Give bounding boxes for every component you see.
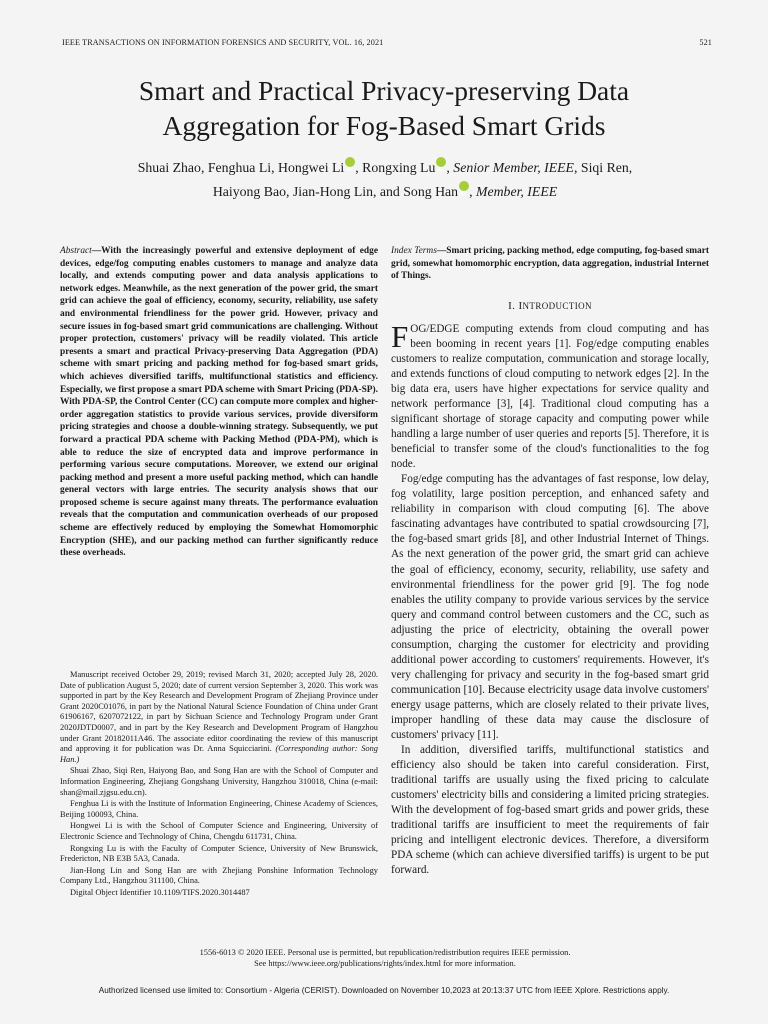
abstract bbox=[60, 245, 378, 560]
authors-text: Shuai Zhao, Fenghua Li, Hongwei Li bbox=[137, 160, 345, 175]
footnote-affiliation: Hongwei Li is with the School of Computer Science and Engineering, University of Electronic Science and Technology of China, Chengdu 611731, China. bbox=[60, 821, 378, 841]
copyright-line: See https://www.ieee.org/publications/rights/index.html for more information. bbox=[254, 959, 516, 968]
journal-name: IEEE TRANSACTIONS ON INFORMATION FORENSICS AND SECURITY, VOL. 16, 2021 bbox=[62, 38, 384, 47]
title-line-1: Smart and Practical Privacy-preserving Data bbox=[138, 75, 630, 106]
section-title: NTRODUCTION bbox=[522, 300, 592, 311]
footnote-affiliation: Shuai Zhao, Siqi Ren, Haiyong Bao, and Song Han are with the School of Computer and Information Engineering, Zhejiang Gongshang University, Hangzhou 310018, China (e-mail: shan@mail.zjgsu.edu.cn). bbox=[60, 766, 378, 797]
left-column bbox=[60, 245, 378, 560]
footnote-affiliation: Rongxing Lu is with the Faculty of Computer Science, University of New Brunswick, Fredericton, NB E3B 5A3, Canada. bbox=[60, 843, 378, 864]
intro-paragraph-2: Fog/edge computing has the advantages of fast response, low delay, fog volatility, large position perception, and enhanced safety and reliability in comparison with cloud computing [6]. The above fascinating advantages have contributed to spatial crowdsourcing [7], the fog-based smart grids [8], and other Industrial Internet of Things. As the next generation of the power grid, the smart grid can achieve the goal of efficiency, economy, security, reliability, use safety and environmental friendliness for the power grid [9]. The fog node enables the utility company to provide various services by the service query and command control between customers and the CC, such as adjusting the price of electricity, obtaining the overall power consumption, charging the customer for electricity and providing additional power according to customers' requirements. However, it's very challenging for privacy and security in the fog-based smart grid communication [10]. Because electricity usage data involve customers' energy usage patterns, which are closely related to their private lives, improper handling of these data may cause the disclosure of customers' privacy [11]. bbox=[391, 473, 709, 742]
section-heading-introduction bbox=[391, 300, 709, 312]
author-role: Member, IEEE bbox=[475, 184, 558, 199]
authors-text: , Rongxing Lu bbox=[355, 160, 436, 175]
paper-title bbox=[40, 73, 728, 143]
authors-text: Haiyong Bao, Jian-Hong Lin, and Song Han bbox=[212, 184, 459, 199]
orcid-icon[interactable] bbox=[345, 157, 355, 167]
index-terms-label: Index Terms bbox=[391, 246, 437, 256]
footnote-affiliation: Fenghua Li is with the Institute of Information Engineering, Chinese Academy of Sciences, Beijing 100093, China. bbox=[60, 799, 378, 819]
introduction-body bbox=[391, 318, 709, 879]
author-list bbox=[60, 156, 710, 204]
footnote-affiliation: Jian-Hong Lin and Song Han are with Zhejiang Ponshine Information Technology Company Ltd., Hangzhou 311100, China. bbox=[60, 865, 378, 886]
paragraph-text: OG/EDGE computing extends from cloud computing and has been booming in recent years [1]. Fog/edge computing enables customers to realize computation, communication and storage locally, and extends functions of cloud computing to network edges [2]. In the big data era, users have higher expectations for service quality and network performance [3], [4]. Traditional cloud computing has a significant shortage of storage capacity and computing power while handling a large number of user queries and reports [5]. Therefore, it is beneficial to transfer some of the cloud's functionalities to the fog node. bbox=[391, 322, 709, 471]
running-header bbox=[62, 38, 712, 47]
copyright-notice bbox=[60, 947, 710, 969]
abstract-label: Abstract bbox=[60, 246, 92, 256]
drop-cap: F bbox=[391, 318, 409, 354]
author-line-1 bbox=[60, 156, 710, 180]
footnote-text: Manuscript received October 29, 2019; revised March 31, 2020; accepted July 28, 2020. Date of publication August 5, 2020; date of current version September 3, 2020. This work was supported in part by the Key Research and Development Program of Zhejiang Province under Grant 2020C01076, in part by the National Natural Science Foundation of China under Grant 61906167, 6207072122, in part by Sichuan Science and Technology Program under Grant 2020JDTD0007, and in part by the Key Research and Development Program of Hangzhou under Grant 20182011A46. The associate editor coordinating the review of this manuscript and approving it for publication was Dr. Anna Squicciarini. bbox=[60, 670, 378, 754]
title-line-2: Aggregation for Fog-Based Smart Grids bbox=[162, 110, 606, 141]
right-column bbox=[391, 245, 709, 879]
author-role: Senior Member, IEEE bbox=[453, 160, 574, 175]
abstract-dash: — bbox=[91, 246, 102, 256]
index-terms bbox=[391, 245, 709, 283]
intro-paragraph-3: In addition, diversified tariffs, multifunctional statistics and efficiency also should be taken into careful consideration. First, traditional tariffs are usually using the fixed pricing to calculate customers' electricity bills and considering a limited pricing strategies. With the development of fog-based smart grids and power grids, these traditional tariffs are insufficient to meet the requirements of fair pricing and intelligent electronic devices. Therefore, a diversiform PDA scheme (which can achieve diversified tariffs) is urgent to be put forward. bbox=[391, 744, 709, 877]
index-terms-dash: — bbox=[436, 246, 447, 256]
page-number: 521 bbox=[699, 38, 712, 47]
doi: Digital Object Identifier 10.1109/TIFS.2020.3014487 bbox=[70, 887, 250, 897]
orcid-icon[interactable] bbox=[459, 181, 469, 191]
copyright-line: 1556-6013 © 2020 IEEE. Personal use is permitted, but republication/redistribution requires IEEE permission. bbox=[199, 948, 571, 957]
authors-text: , bbox=[446, 160, 454, 175]
author-line-2 bbox=[60, 180, 710, 204]
corresponding-author: (Corresponding author: Song Han.) bbox=[60, 744, 378, 764]
orcid-icon[interactable] bbox=[436, 157, 446, 167]
index-terms-text: Smart pricing, packing method, edge computing, fog-based smart grid, somewhat homomorphic encryption, data aggregation, industrial Internet of Things. bbox=[391, 246, 709, 282]
footnotes bbox=[60, 670, 378, 899]
section-numeral: I. I bbox=[508, 299, 523, 312]
abstract-text: With the increasingly powerful and extensive deployment of edge devices, edge/fog computing enables customers to manage and analyze data locally, and extends computing power and data analysis applications to network edges. Meanwhile, as the next generation of the power grid, the smart grid can achieve the goal of efficiency, economy, security, reliability, use safety and environmental friendliness for the power grid. However, privacy and secure issues in fog-based smart grid communications are challenging. Without proper protection, customers' privacy will be readily violated. This article presents a smart and practical Privacy-preserving Data Aggregation (PDA) scheme with smart pricing and packing method for fog-based smart grids, which achieves diversified tariffs, multifunctional statistics and efficiency. Especially, we first propose a smart PDA scheme with Smart Pricing (PDA-SP). With PDA-SP, the Control Center (CC) can compute more complex and higher-order aggregation statistics to provide various services, provide diversiform pricing strategies and choose a double-winning strategy. Subsequently, we put forward a practical PDA scheme with Packing Method (PDA-PM), which is able to reduce the size of encrypted data and improve performance in performing various secure computations. Moreover, we extend our original packing method and present a more useful packing method, which can handle general vectors with large entries. The security analysis shows that our proposed scheme is secure against many threats. The performance evaluation reveals that the computation and communication overheads of our proposed scheme are effectively reduced by employing the Somewhat Homomorphic Encryption (SHE), and our packing method can further significantly reduce these overheads. bbox=[60, 246, 378, 559]
authors-text: , bbox=[469, 184, 476, 199]
intro-paragraph-1 bbox=[391, 318, 709, 472]
download-notice: Authorized licensed use limited to: Consortium - Algeria (CERIST). Downloaded on November 10,2023 at 20:13:37 UTC from IEEE Xplore. Restrictions apply. bbox=[98, 986, 670, 995]
authors-text: , Siqi Ren, bbox=[574, 160, 633, 175]
footnote-manuscript bbox=[60, 670, 378, 765]
